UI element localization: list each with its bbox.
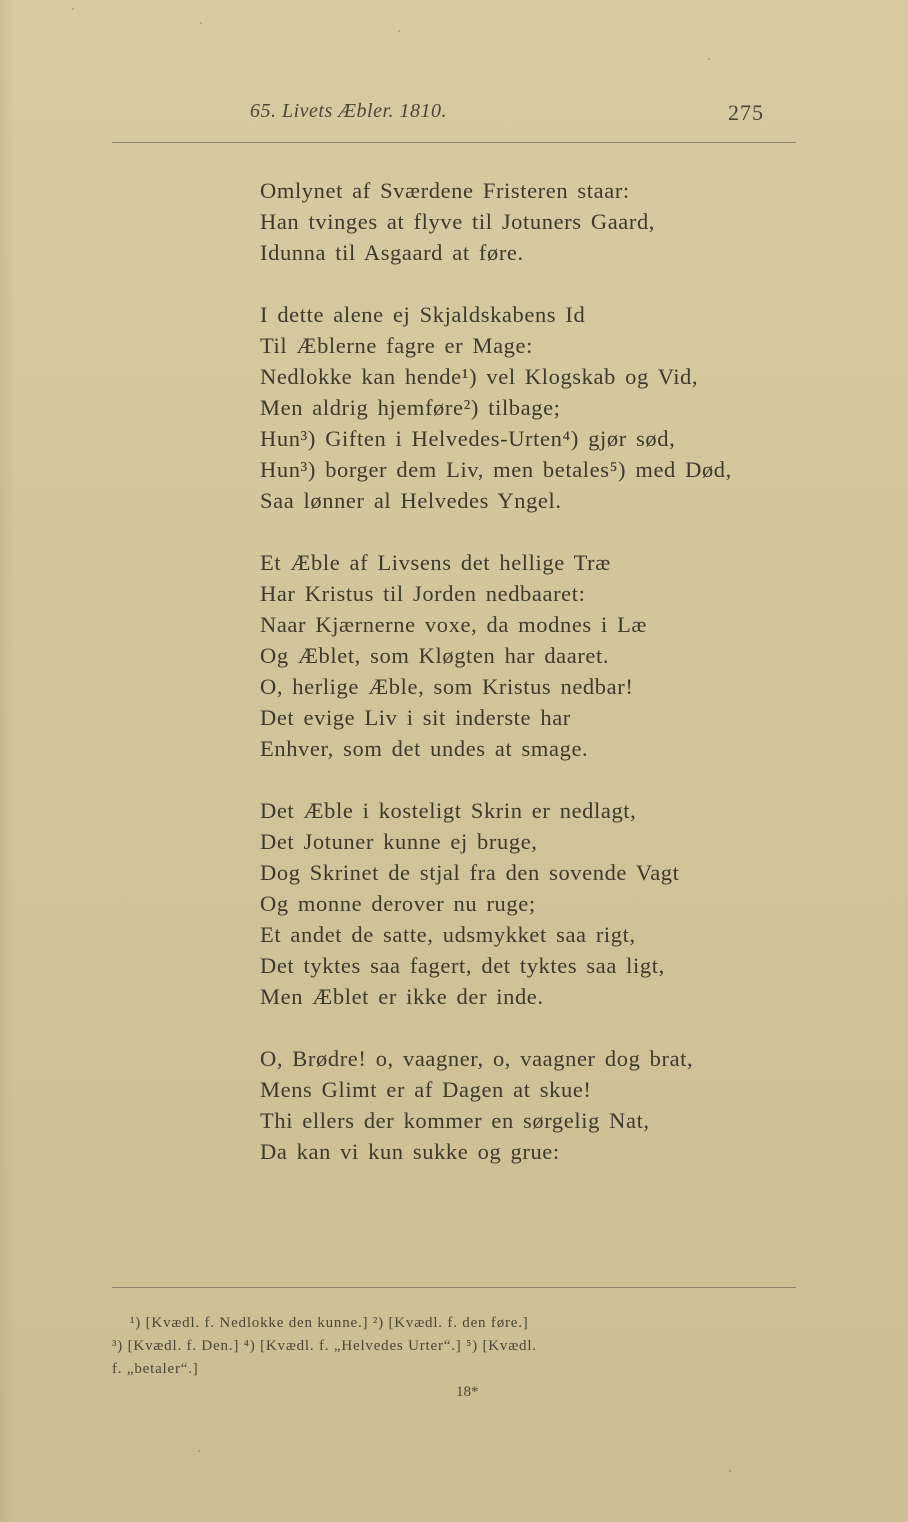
verse-line: Og Æblet, som Kløgten har daaret. (260, 643, 610, 668)
paper-speck (729, 1470, 731, 1472)
verse-line: Et Æble af Livsens det hellige Træ (260, 550, 611, 575)
footnote-line: ¹) [Kvædl. f. Nedlokke den kunne.] ²) [Kvædl. f. den føre.] (130, 1315, 529, 1331)
verse-line: Nedlokke kan hende¹) vel Klogskab og Vid, (260, 364, 699, 389)
verse-line: Mens Glimt er af Dagen at skue! (260, 1077, 592, 1102)
verse-line: Da kan vi kun sukke og grue: (260, 1139, 560, 1164)
verse-line: Dog Skrinet de stjal fra den sovende Vagt (260, 860, 680, 885)
verse-line: O, Brødre! o, vaagner, o, vaagner dog brat, (260, 1046, 694, 1071)
footnote-line: f. „betaler“.] (112, 1361, 199, 1377)
verse-line: Hun³) borger dem Liv, men betales⁵) med Død, (260, 457, 732, 482)
verse-line: Har Kristus til Jorden nedbaaret: (260, 581, 586, 606)
verse-line: Omlynet af Sværdene Fristeren staar: (260, 178, 630, 203)
signature-mark: 18* (456, 1384, 479, 1400)
running-head: 65. Livets Æbler. 1810. (250, 100, 448, 122)
footnote-rule (112, 1287, 796, 1288)
paper-speck (200, 22, 202, 24)
verse-line: O, herlige Æble, som Kristus nedbar! (260, 674, 634, 699)
paper-speck (708, 58, 710, 60)
footnotes (112, 1312, 802, 1381)
verse-line: Det Æble i kosteligt Skrin er nedlagt, (260, 798, 637, 823)
verse-line: Det evige Liv i sit inderste har (260, 705, 571, 730)
verse-line: Enhver, som det undes at smage. (260, 736, 589, 761)
verse-line: Men Æblet er ikke der inde. (260, 984, 544, 1009)
verse-line: Naar Kjærnerne voxe, da modnes i Læ (260, 612, 648, 637)
verse-line: Og monne derover nu ruge; (260, 891, 536, 916)
header-rule (112, 142, 796, 143)
stanza (260, 795, 732, 1012)
stanza (260, 1043, 732, 1167)
paper-speck (198, 1450, 200, 1452)
verse-line: Det Jotuner kunne ej bruge, (260, 829, 538, 854)
stanza (260, 175, 732, 268)
paper-speck (398, 30, 400, 32)
verse-line: Men aldrig hjemføre²) tilbage; (260, 395, 561, 420)
verse-line: Han tvinges at flyve til Jotuners Gaard, (260, 209, 656, 234)
verse-line: Til Æblerne fagre er Mage: (260, 333, 533, 358)
page-number: 275 (728, 100, 764, 125)
verse-line: Saa lønner al Helvedes Yngel. (260, 488, 562, 513)
stanza (260, 547, 732, 764)
footnote-line: ³) [Kvædl. f. Den.] ⁴) [Kvædl. f. „Helvedes Urter“.] ⁵) [Kvædl. (112, 1338, 537, 1354)
verse-line: Idunna til Asgaard at føre. (260, 240, 524, 265)
poem-body (260, 175, 732, 1167)
paper-speck (72, 8, 74, 10)
verse-line: Thi ellers der kommer en sørgelig Nat, (260, 1108, 650, 1133)
verse-line: I dette alene ej Skjaldskabens Id (260, 302, 586, 327)
verse-line: Hun³) Giften i Helvedes-Urten⁴) gjør sød, (260, 426, 676, 451)
verse-line: Et andet de satte, udsmykket saa rigt, (260, 922, 636, 947)
verse-line: Det tyktes saa fagert, det tyktes saa ligt, (260, 953, 665, 978)
stanza (260, 299, 732, 516)
